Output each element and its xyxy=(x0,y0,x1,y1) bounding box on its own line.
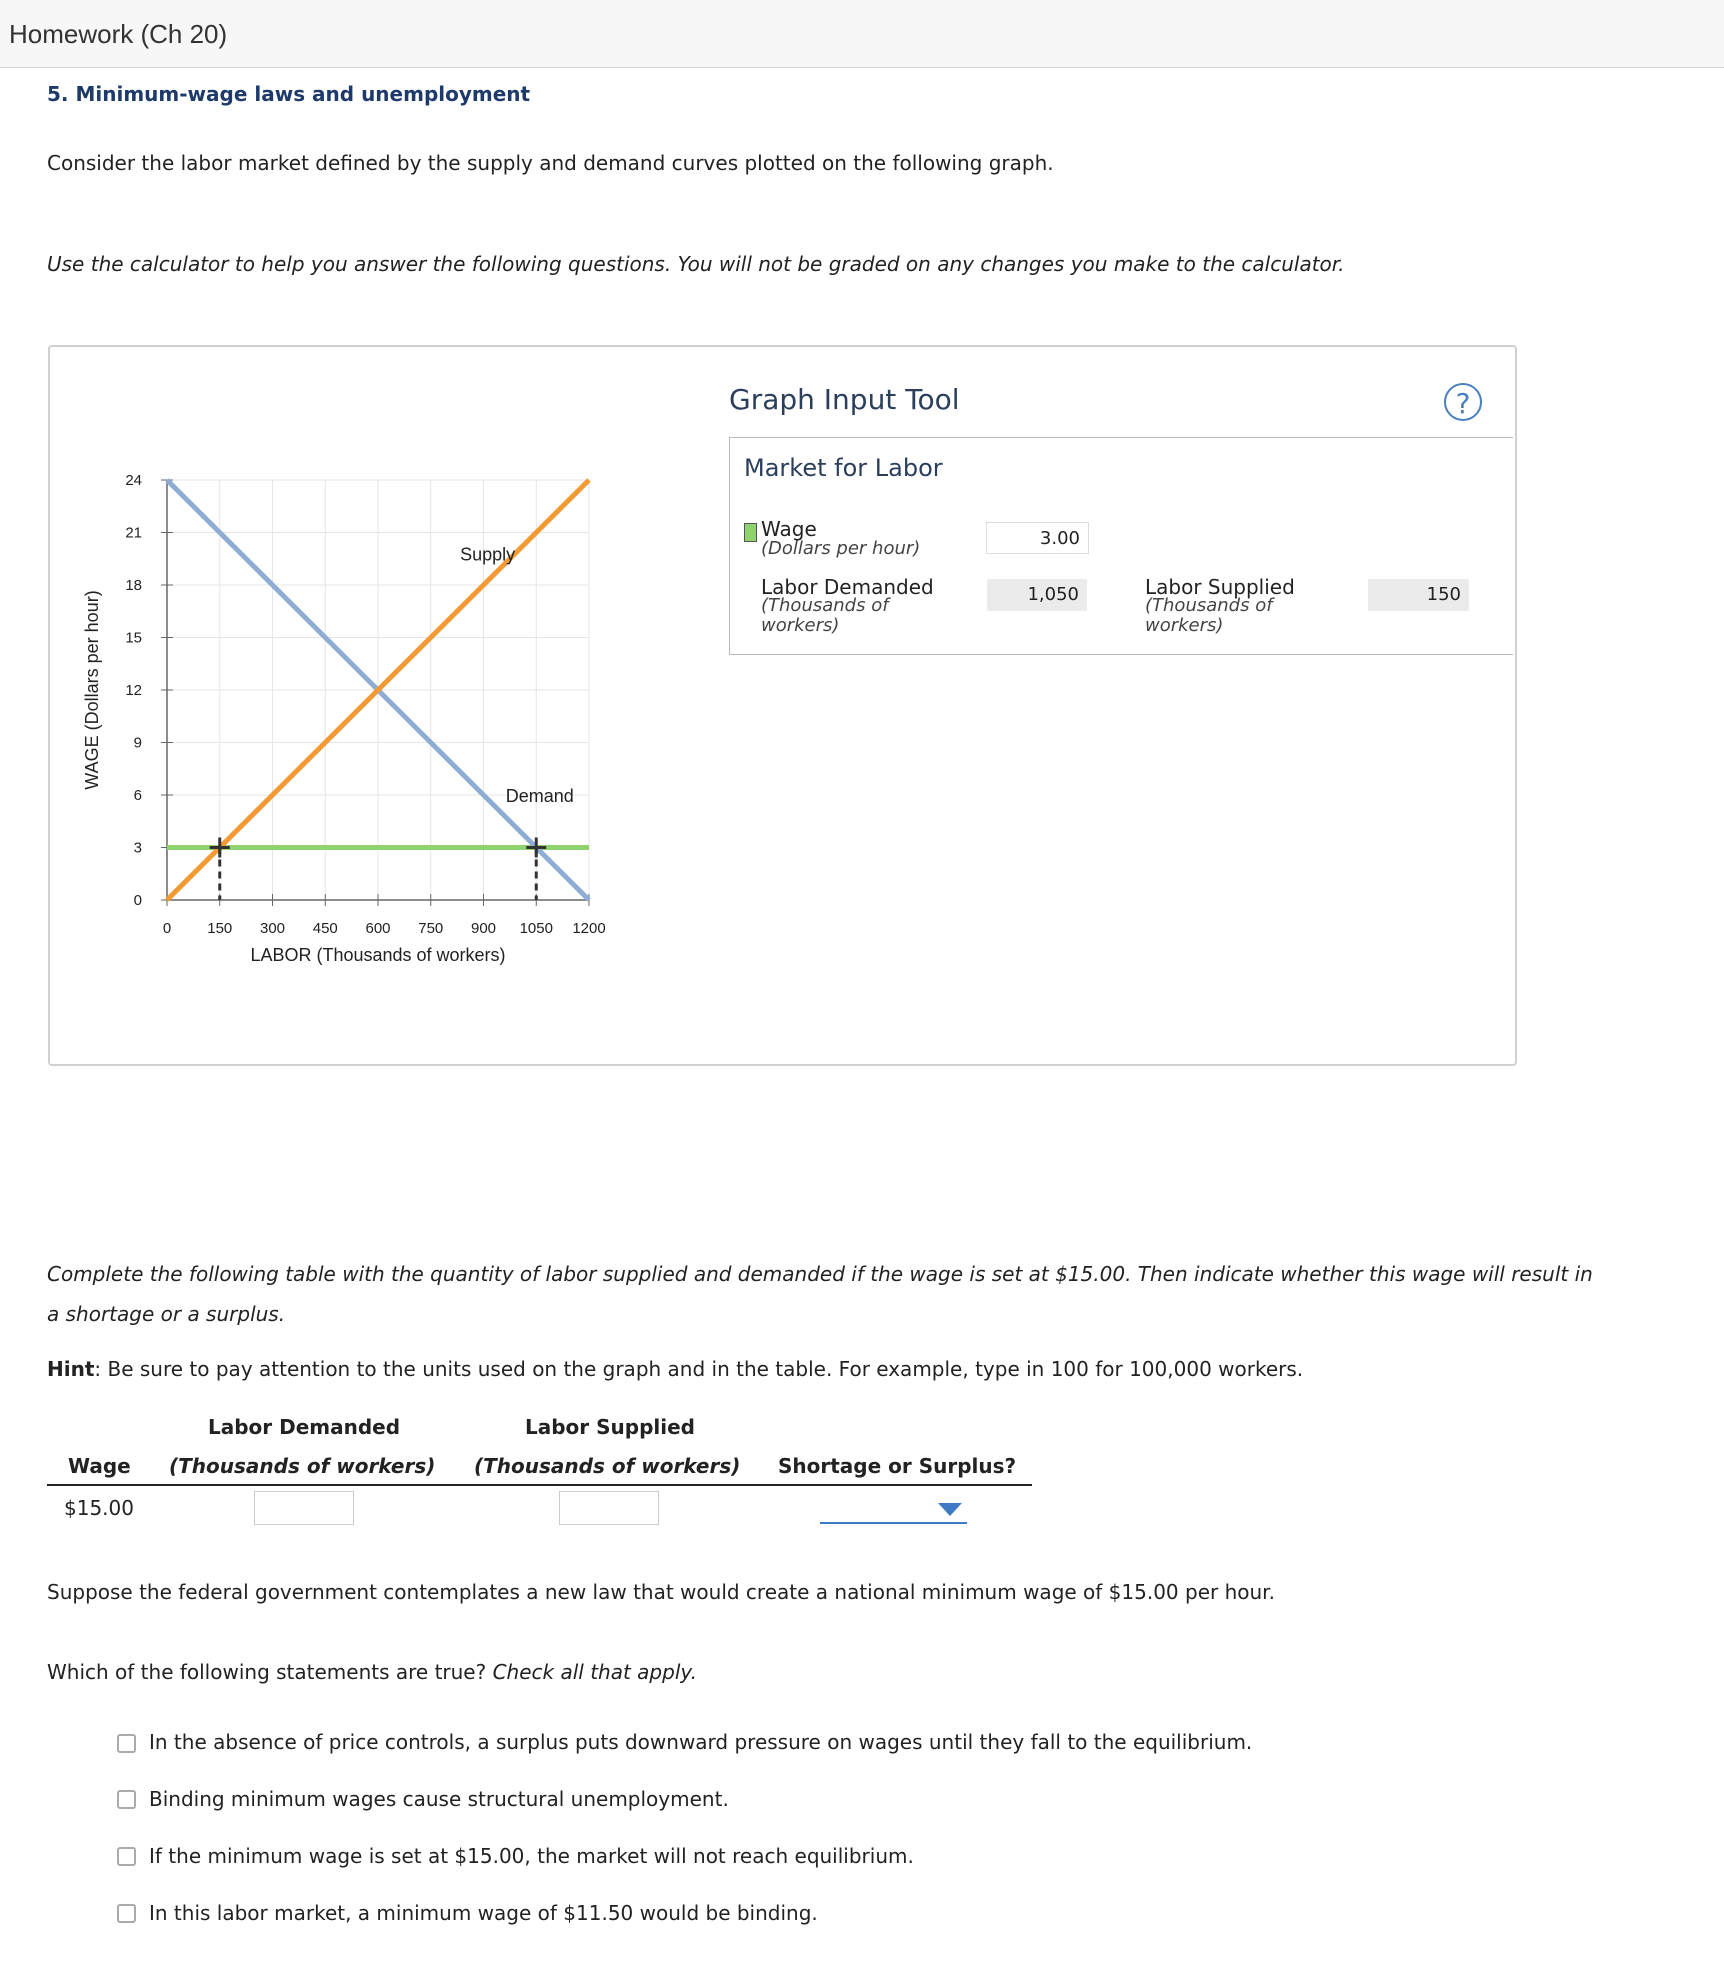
question-intro: Consider the labor market defined by the supply and demand curves plotted on the following graph. xyxy=(47,151,1054,175)
col-shortage-surplus: Shortage or Surplus? xyxy=(778,1454,1017,1478)
labor-supplied-unit-1: (Thousands of xyxy=(1145,595,1273,616)
labor-demanded-unit-1: (Thousands of xyxy=(761,595,889,616)
demand-label: Demand xyxy=(505,786,574,806)
assignment-title: Homework (Ch 20) xyxy=(9,19,228,49)
checkbox-option-1[interactable] xyxy=(117,1734,136,1753)
supply-label: Supply xyxy=(460,544,516,565)
labor-supplied-input[interactable] xyxy=(559,1491,659,1525)
table-header-rule xyxy=(47,1484,1032,1486)
labor-supplied-unit-2: workers) xyxy=(1145,615,1224,636)
y-tick-label: 24 xyxy=(125,472,142,489)
calculator-note: Use the calculator to help you answer the following questions. You will not be graded on any changes you make to the calculator. xyxy=(47,252,1345,276)
x-tick-label: 750 xyxy=(418,920,444,937)
wage-input[interactable]: 3.00 xyxy=(986,522,1089,554)
y-tick-label: 21 xyxy=(125,524,142,542)
hint-label: Hint xyxy=(47,1357,95,1381)
labor-demanded-value: 1,050 xyxy=(987,579,1087,611)
option-1-label[interactable]: In the absence of price controls, a surplus puts downward pressure on wages until they fall to the equilibrium. xyxy=(149,1730,1253,1754)
y-tick-label: 0 xyxy=(133,892,142,909)
checkbox-option-3[interactable] xyxy=(117,1847,136,1866)
col-labor-supplied-unit: (Thousands of workers) xyxy=(474,1454,741,1478)
x-tick-label: 600 xyxy=(365,920,391,937)
option-4-label[interactable]: In this labor market, a minimum wage of $11.50 would be binding. xyxy=(149,1901,818,1925)
x-axis-label: LABOR (Thousands of workers) xyxy=(250,945,506,965)
labor-market-graph[interactable] xyxy=(60,455,640,975)
row-wage: $15.00 xyxy=(64,1496,134,1520)
hint xyxy=(47,1356,1303,1382)
col-labor-supplied: Labor Supplied xyxy=(525,1415,695,1439)
option-3-label[interactable]: If the minimum wage is set at $15.00, the market will not reach equilibrium. xyxy=(149,1844,914,1868)
prompt-text: Which of the following statements are true? xyxy=(47,1660,493,1684)
prompt-check-all: Check all that apply. xyxy=(492,1660,698,1684)
wage-unit: (Dollars per hour) xyxy=(761,538,921,559)
y-tick-label: 15 xyxy=(125,629,142,647)
y-tick-label: 9 xyxy=(133,734,142,752)
labor-supplied-label: Labor Supplied xyxy=(1145,575,1295,599)
labor-supplied-value: 150 xyxy=(1368,579,1469,611)
col-wage: Wage xyxy=(68,1454,131,1478)
top-bar xyxy=(0,0,1724,68)
panel-title: Market for Labor xyxy=(744,454,943,482)
scenario-text: Suppose the federal government contemplates a new law that would create a national minimum wage of $15.00 per hour. xyxy=(47,1580,1275,1604)
x-tick-label: 150 xyxy=(207,920,233,937)
chevron-down-icon[interactable] xyxy=(938,1503,962,1516)
y-tick-label: 3 xyxy=(133,839,142,857)
y-axis-label: WAGE (Dollars per hour) xyxy=(82,590,102,790)
labor-demanded-input[interactable] xyxy=(254,1491,354,1525)
x-tick-label: 0 xyxy=(162,920,172,937)
checkbox-option-4[interactable] xyxy=(117,1904,136,1923)
x-tick-label: 1200 xyxy=(572,920,606,937)
graph-input-tool-title: Graph Input Tool xyxy=(729,383,960,416)
wage-swatch-icon xyxy=(744,523,757,542)
y-tick-label: 18 xyxy=(125,577,142,594)
help-icon[interactable]: ? xyxy=(1444,383,1482,421)
hint-text: : Be sure to pay attention to the units used on the graph and in the table. For example, type in 100 for 100,000 workers. xyxy=(94,1357,1304,1381)
labor-demanded-label: Labor Demanded xyxy=(761,575,934,599)
y-tick-label: 6 xyxy=(133,787,142,804)
x-tick-label: 900 xyxy=(470,920,497,937)
checkbox-option-2[interactable] xyxy=(117,1790,136,1809)
col-labor-demanded: Labor Demanded xyxy=(208,1415,401,1439)
statements-prompt xyxy=(47,1659,697,1685)
x-tick-label: 1050 xyxy=(519,920,553,937)
labor-demanded-unit-2: workers) xyxy=(761,615,840,636)
wage-label: Wage xyxy=(761,517,817,541)
question-title: 5. Minimum-wage laws and unemployment xyxy=(47,82,531,106)
y-tick-label: 12 xyxy=(125,682,142,699)
dropdown-underline xyxy=(820,1522,967,1524)
table-instruction: Complete the following table with the quantity of labor supplied and demanded if the wage is set at $15.00. Then indicate whether this wage will result in a shortage or a surplus. xyxy=(47,1262,1593,1326)
x-tick-label: 300 xyxy=(259,920,286,937)
x-tick-label: 450 xyxy=(312,920,338,937)
col-labor-demanded-unit: (Thousands of workers) xyxy=(169,1454,436,1478)
option-2-label[interactable]: Binding minimum wages cause structural unemployment. xyxy=(149,1787,729,1811)
